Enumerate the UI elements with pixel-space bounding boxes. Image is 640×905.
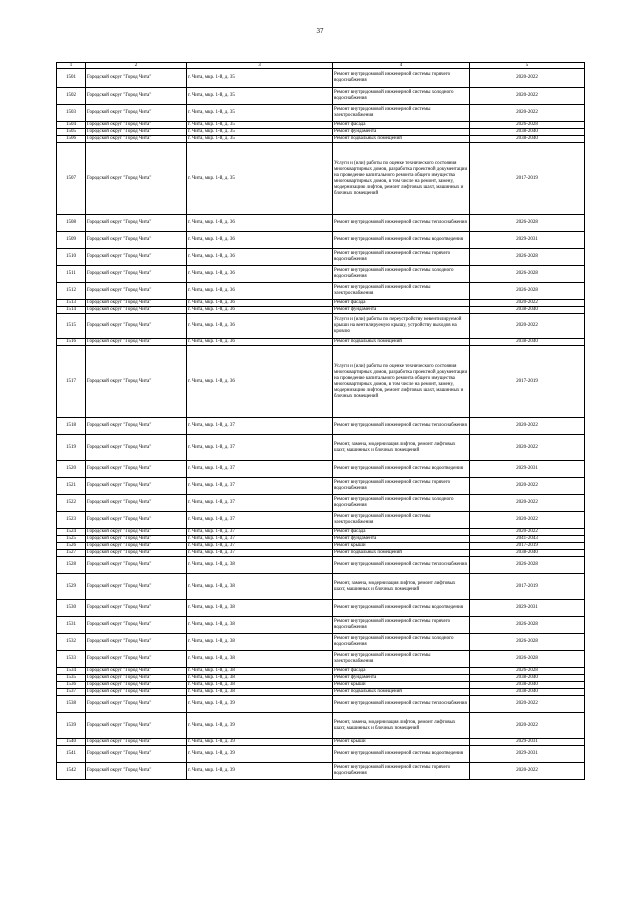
work-type-cell: Ремонт внутридомовой инженерной системы горячего водоснабжения [333,763,470,780]
table-row [57,668,585,675]
address-cell: г. Чита, мкр. 1-й, д. 37 [187,461,333,478]
address-cell: г. Чита, мкр. 1-й, д. 37 [187,512,333,529]
work-type-cell: Ремонт внутридомовой инженерной системы электроснабжения [333,651,470,668]
address-cell: г. Чита, мкр. 1-й, д. 36 [187,283,333,300]
row-number: 1526 [57,543,86,550]
address-cell: г. Чита, мкр. 1-й, д. 36 [187,314,333,339]
address-cell: г. Чита, мкр. 1-й, д. 39 [187,696,333,713]
address-cell: г. Чита, мкр. 1-й, д. 35 [187,129,333,136]
row-number: 1530 [57,600,86,617]
table-row [57,617,585,634]
work-type-cell: Ремонт внутридомовой инженерной системы теплоснабжения [333,215,470,232]
row-number: 1508 [57,215,86,232]
period-cell: 2020-2022 [470,418,585,435]
row-number: 1519 [57,435,86,461]
row-number: 1504 [57,122,86,129]
period-cell: 2020-2022 [470,763,585,780]
table-row [57,529,585,536]
table-row [57,746,585,763]
work-type-cell: Ремонт фундамента [333,129,470,136]
address-cell: г. Чита, мкр. 1-й, д. 37 [187,543,333,550]
address-cell: г. Чита, мкр. 1-й, д. 38 [187,675,333,682]
work-type-cell: Ремонт подвальных помещений [333,689,470,696]
table-row [57,682,585,689]
table-row [57,689,585,696]
work-type-cell: Ремонт внутридомовой инженерной системы теплоснабжения [333,696,470,713]
header-col-1: 1 [57,63,86,69]
table-row [57,713,585,739]
address-cell: г. Чита, мкр. 1-й, д. 36 [187,346,333,418]
table-row [57,69,585,88]
period-cell: 2038-2040 [470,682,585,689]
work-type-cell: Ремонт крыши [333,543,470,550]
period-cell: 2038-2040 [470,550,585,557]
municipality-cell: Городской округ "Город Чита" [86,249,187,266]
table-row [57,557,585,574]
table-row [57,215,585,232]
row-number: 1521 [57,478,86,495]
row-number: 1533 [57,651,86,668]
work-type-cell: Ремонт внутридомовой инженерной системы холодного водоснабжения [333,88,470,105]
work-type-cell: Ремонт фасада [333,300,470,307]
municipality-cell: Городской округ "Город Чита" [86,339,187,346]
row-number: 1520 [57,461,86,478]
address-cell: г. Чита, мкр. 1-й, д. 37 [187,418,333,435]
period-cell: 2029-2031 [470,600,585,617]
municipality-cell: Городской округ "Город Чита" [86,143,187,215]
repair-program-table [56,62,585,780]
address-cell: г. Чита, мкр. 1-й, д. 38 [187,617,333,634]
address-cell: г. Чита, мкр. 1-й, д. 37 [187,495,333,512]
address-cell: г. Чита, мкр. 1-й, д. 36 [187,339,333,346]
municipality-cell: Городской округ "Город Чита" [86,307,187,314]
municipality-cell: Городской округ "Город Чита" [86,129,187,136]
table-row [57,232,585,249]
table-row [57,266,585,283]
municipality-cell: Городской округ "Город Чита" [86,529,187,536]
row-number: 1527 [57,550,86,557]
row-number: 1523 [57,512,86,529]
work-type-cell: Ремонт внутридомовой инженерной системы горячего водоснабжения [333,478,470,495]
work-type-cell: Ремонт внутридомовой инженерной системы водоотведения [333,232,470,249]
period-cell: 2038-2040 [470,339,585,346]
table-row [57,105,585,122]
address-cell: г. Чита, мкр. 1-й, д. 38 [187,574,333,600]
work-type-cell: Ремонт внутридомовой инженерной системы водоотведения [333,600,470,617]
period-cell: 2026-2028 [470,122,585,129]
header-col-4: 4 [333,63,470,69]
row-number: 1511 [57,266,86,283]
work-type-cell: Ремонт внутридомовой инженерной системы теплоснабжения [333,557,470,574]
work-type-cell: Ремонт внутридомовой инженерной системы холодного водоснабжения [333,634,470,651]
period-cell: 2020-2022 [470,69,585,88]
row-number: 1532 [57,634,86,651]
work-type-cell: Ремонт внутридомовой инженерной системы электроснабжения [333,512,470,529]
period-cell: 2026-2028 [470,617,585,634]
period-cell: 2020-2022 [470,696,585,713]
period-cell: 2020-2022 [470,88,585,105]
work-type-cell: Ремонт, замена, модернизация лифтов, ремонт лифтовых шахт, машинных и блочных помещений [333,574,470,600]
row-number: 1513 [57,300,86,307]
table-body [57,69,585,780]
municipality-cell: Городской округ "Город Чита" [86,215,187,232]
period-cell: 2017-2019 [470,346,585,418]
municipality-cell: Городской округ "Город Чита" [86,689,187,696]
municipality-cell: Городской округ "Город Чита" [86,105,187,122]
address-cell: г. Чита, мкр. 1-й, д. 39 [187,739,333,746]
address-cell: г. Чита, мкр. 1-й, д. 38 [187,651,333,668]
address-cell: г. Чита, мкр. 1-й, д. 35 [187,69,333,88]
work-type-cell: Ремонт подвальных помещений [333,136,470,143]
table-row [57,339,585,346]
address-cell: г. Чита, мкр. 1-й, д. 38 [187,557,333,574]
period-cell: 2026-2028 [470,266,585,283]
table-row [57,283,585,300]
municipality-cell: Городской округ "Город Чита" [86,739,187,746]
table-row [57,600,585,617]
period-cell: 2029-2031 [470,232,585,249]
municipality-cell: Городской округ "Город Чита" [86,713,187,739]
table-row [57,543,585,550]
period-cell: 2020-2022 [470,478,585,495]
address-cell: г. Чита, мкр. 1-й, д. 36 [187,307,333,314]
municipality-cell: Городской округ "Город Чита" [86,314,187,339]
row-number: 1522 [57,495,86,512]
address-cell: г. Чита, мкр. 1-й, д. 38 [187,668,333,675]
period-cell: 2026-2028 [470,215,585,232]
row-number: 1510 [57,249,86,266]
table-row [57,478,585,495]
work-type-cell: Ремонт фасада [333,122,470,129]
address-cell: г. Чита, мкр. 1-й, д. 35 [187,136,333,143]
work-type-cell: Ремонт фундамента [333,307,470,314]
work-type-cell: Ремонт внутридомовой инженерной системы холодного водоснабжения [333,266,470,283]
table-row [57,495,585,512]
period-cell: 2026-2028 [470,668,585,675]
table-row [57,136,585,143]
row-number: 1501 [57,69,86,88]
work-type-cell: Ремонт внутридомовой инженерной системы горячего водоснабжения [333,249,470,266]
page-number: 37 [316,27,324,35]
municipality-cell: Городской округ "Город Чита" [86,617,187,634]
work-type-cell: Ремонт подвальных помещений [333,550,470,557]
address-cell: г. Чита, мкр. 1-й, д. 37 [187,529,333,536]
table-row [57,512,585,529]
municipality-cell: Городской округ "Город Чита" [86,763,187,780]
address-cell: г. Чита, мкр. 1-й, д. 37 [187,536,333,543]
row-number: 1539 [57,713,86,739]
address-cell: г. Чита, мкр. 1-й, д. 38 [187,600,333,617]
row-number: 1531 [57,617,86,634]
table-row [57,300,585,307]
table-row [57,763,585,780]
row-number: 1518 [57,418,86,435]
period-cell: 2038-2040 [470,689,585,696]
work-type-cell: Ремонт подвальных помещений [333,339,470,346]
municipality-cell: Городской округ "Город Чита" [86,88,187,105]
period-cell: 2029-2031 [470,461,585,478]
municipality-cell: Городской округ "Город Чита" [86,418,187,435]
table-row [57,461,585,478]
address-cell: г. Чита, мкр. 1-й, д. 35 [187,122,333,129]
municipality-cell: Городской округ "Город Чита" [86,668,187,675]
table-row [57,435,585,461]
row-number: 1537 [57,689,86,696]
work-type-cell: Ремонт внутридомовой инженерной системы водоотведения [333,461,470,478]
period-cell: 2038-2040 [470,675,585,682]
municipality-cell: Городской округ "Город Чита" [86,435,187,461]
work-type-cell: Ремонт, замена, модернизация лифтов, ремонт лифтовых шахт, машинных и блочных помещений [333,713,470,739]
address-cell: г. Чита, мкр. 1-й, д. 35 [187,143,333,215]
work-type-cell: Ремонт, замена, модернизация лифтов, ремонт лифтовых шахт, машинных и блочных помещений [333,435,470,461]
header-col-5: 5 [470,63,585,69]
period-cell: 2020-2022 [470,105,585,122]
work-type-cell: Услуги и (или) работы по оценке технического состояния многоквартирных домов, разработка проектной документации на проведение капитального ремонта общего имущества многоквартирных домов, в том числе на ремонт, замену, модернизацию лифтов, ремонт лифтовых шахт, машинных и блочных помещений [333,143,470,215]
period-cell: 2026-2028 [470,557,585,574]
address-cell: г. Чита, мкр. 1-й, д. 35 [187,88,333,105]
address-cell: г. Чита, мкр. 1-й, д. 39 [187,763,333,780]
municipality-cell: Городской округ "Город Чита" [86,600,187,617]
row-number: 1502 [57,88,86,105]
period-cell: 2038-2040 [470,307,585,314]
period-cell: 2026-2028 [470,283,585,300]
period-cell: 2017-2019 [470,543,585,550]
municipality-cell: Городской округ "Город Чита" [86,346,187,418]
municipality-cell: Городской округ "Город Чита" [86,69,187,88]
header-col-3: 3 [187,63,333,69]
address-cell: г. Чита, мкр. 1-й, д. 36 [187,232,333,249]
municipality-cell: Городской округ "Город Чита" [86,300,187,307]
period-cell: 2029-2031 [470,739,585,746]
municipality-cell: Городской округ "Город Чита" [86,543,187,550]
address-cell: г. Чита, мкр. 1-й, д. 38 [187,634,333,651]
table-row [57,129,585,136]
table-row [57,574,585,600]
table-row [57,634,585,651]
work-type-cell: Ремонт внутридомовой инженерной системы теплоснабжения [333,418,470,435]
municipality-cell: Городской округ "Город Чита" [86,122,187,129]
work-type-cell: Услуги и (или) работы по оценке технического состояния многоквартирных домов, разработка проектной документации на проведение капитального ремонта общего имущества многоквартирных домов, в том числе на ремонт, замену, модернизацию лифтов, ремонт лифтовых шахт, машинных и блочных помещений [333,346,470,418]
address-cell: г. Чита, мкр. 1-й, д. 37 [187,478,333,495]
period-cell: 2026-2028 [470,634,585,651]
municipality-cell: Городской округ "Город Чита" [86,557,187,574]
address-cell: г. Чита, мкр. 1-й, д. 37 [187,435,333,461]
address-cell: г. Чита, мкр. 1-й, д. 36 [187,300,333,307]
municipality-cell: Городской округ "Город Чита" [86,495,187,512]
work-type-cell: Ремонт внутридомовой инженерной системы электроснабжения [333,283,470,300]
work-type-cell: Ремонт фасада [333,529,470,536]
row-number: 1516 [57,339,86,346]
row-number: 1536 [57,682,86,689]
municipality-cell: Городской округ "Город Чита" [86,682,187,689]
period-cell: 2020-2022 [470,713,585,739]
row-number: 1503 [57,105,86,122]
row-number: 1524 [57,529,86,536]
period-cell: 2017-2019 [470,574,585,600]
municipality-cell: Городской округ "Город Чита" [86,266,187,283]
municipality-cell: Городской округ "Город Чита" [86,478,187,495]
row-number: 1534 [57,668,86,675]
work-type-cell: Ремонт внутридомовой инженерной системы холодного водоснабжения [333,495,470,512]
municipality-cell: Городской округ "Город Чита" [86,536,187,543]
municipality-cell: Городской округ "Город Чита" [86,550,187,557]
table-row [57,675,585,682]
municipality-cell: Городской округ "Город Чита" [86,574,187,600]
row-number: 1517 [57,346,86,418]
table-row [57,143,585,215]
row-number: 1515 [57,314,86,339]
table-row [57,249,585,266]
row-number: 1506 [57,136,86,143]
row-number: 1542 [57,763,86,780]
address-cell: г. Чита, мкр. 1-й, д. 36 [187,266,333,283]
address-cell: г. Чита, мкр. 1-й, д. 38 [187,689,333,696]
period-cell: 2020-2022 [470,529,585,536]
work-type-cell: Ремонт внутридомовой инженерной системы горячего водоснабжения [333,69,470,88]
row-number: 1538 [57,696,86,713]
table-row [57,651,585,668]
municipality-cell: Городской округ "Город Чита" [86,746,187,763]
row-number: 1514 [57,307,86,314]
work-type-cell: Ремонт внутридомовой инженерной системы электроснабжения [333,105,470,122]
period-cell: 2020-2022 [470,300,585,307]
period-cell: 2038-2040 [470,136,585,143]
municipality-cell: Городской округ "Город Чита" [86,675,187,682]
header-col-2: 2 [86,63,187,69]
municipality-cell: Городской округ "Город Чита" [86,232,187,249]
municipality-cell: Городской округ "Город Чита" [86,651,187,668]
period-cell: 2026-2028 [470,249,585,266]
address-cell: г. Чита, мкр. 1-й, д. 38 [187,682,333,689]
municipality-cell: Городской округ "Город Чита" [86,634,187,651]
row-number: 1505 [57,129,86,136]
row-number: 1507 [57,143,86,215]
municipality-cell: Городской округ "Город Чита" [86,283,187,300]
period-cell: 2020-2022 [470,314,585,339]
work-type-cell: Ремонт фундамента [333,675,470,682]
row-number: 1512 [57,283,86,300]
row-number: 1509 [57,232,86,249]
table-row [57,346,585,418]
table-row [57,696,585,713]
table-row [57,122,585,129]
period-cell: 2026-2028 [470,651,585,668]
table-row [57,550,585,557]
municipality-cell: Городской округ "Город Чита" [86,696,187,713]
table-row [57,88,585,105]
work-type-cell: Услуги и (или) работы по переустройству невентилируемой крыши на вентилируемую крышу, устройству выходов на кровлю [333,314,470,339]
address-cell: г. Чита, мкр. 1-й, д. 35 [187,105,333,122]
table-row [57,314,585,339]
row-number: 1541 [57,746,86,763]
address-cell: г. Чита, мкр. 1-й, д. 39 [187,713,333,739]
row-number: 1540 [57,739,86,746]
municipality-cell: Городской округ "Город Чита" [86,461,187,478]
row-number: 1525 [57,536,86,543]
table-row [57,536,585,543]
address-cell: г. Чита, мкр. 1-й, д. 36 [187,215,333,232]
period-cell: 2020-2022 [470,435,585,461]
work-type-cell: Ремонт фасада [333,668,470,675]
table-row [57,307,585,314]
period-cell: 2017-2019 [470,143,585,215]
row-number: 1529 [57,574,86,600]
work-type-cell: Ремонт внутридомовой инженерной системы горячего водоснабжения [333,617,470,634]
municipality-cell: Городской округ "Город Чита" [86,136,187,143]
period-cell: 2029-2031 [470,746,585,763]
work-type-cell: Ремонт фундамента [333,536,470,543]
table-row [57,418,585,435]
period-cell: 2020-2022 [470,495,585,512]
period-cell: 2020-2022 [470,512,585,529]
address-cell: г. Чита, мкр. 1-й, д. 37 [187,550,333,557]
municipality-cell: Городской округ "Город Чита" [86,512,187,529]
address-cell: г. Чита, мкр. 1-й, д. 39 [187,746,333,763]
work-type-cell: Ремонт крыши [333,739,470,746]
row-number: 1528 [57,557,86,574]
address-cell: г. Чита, мкр. 1-й, д. 36 [187,249,333,266]
work-type-cell: Ремонт внутридомовой инженерной системы водоотведения [333,746,470,763]
table-row [57,739,585,746]
row-number: 1535 [57,675,86,682]
period-cell: 2038-2040 [470,129,585,136]
work-type-cell: Ремонт крыши [333,682,470,689]
period-cell: 2041-2043 [470,536,585,543]
